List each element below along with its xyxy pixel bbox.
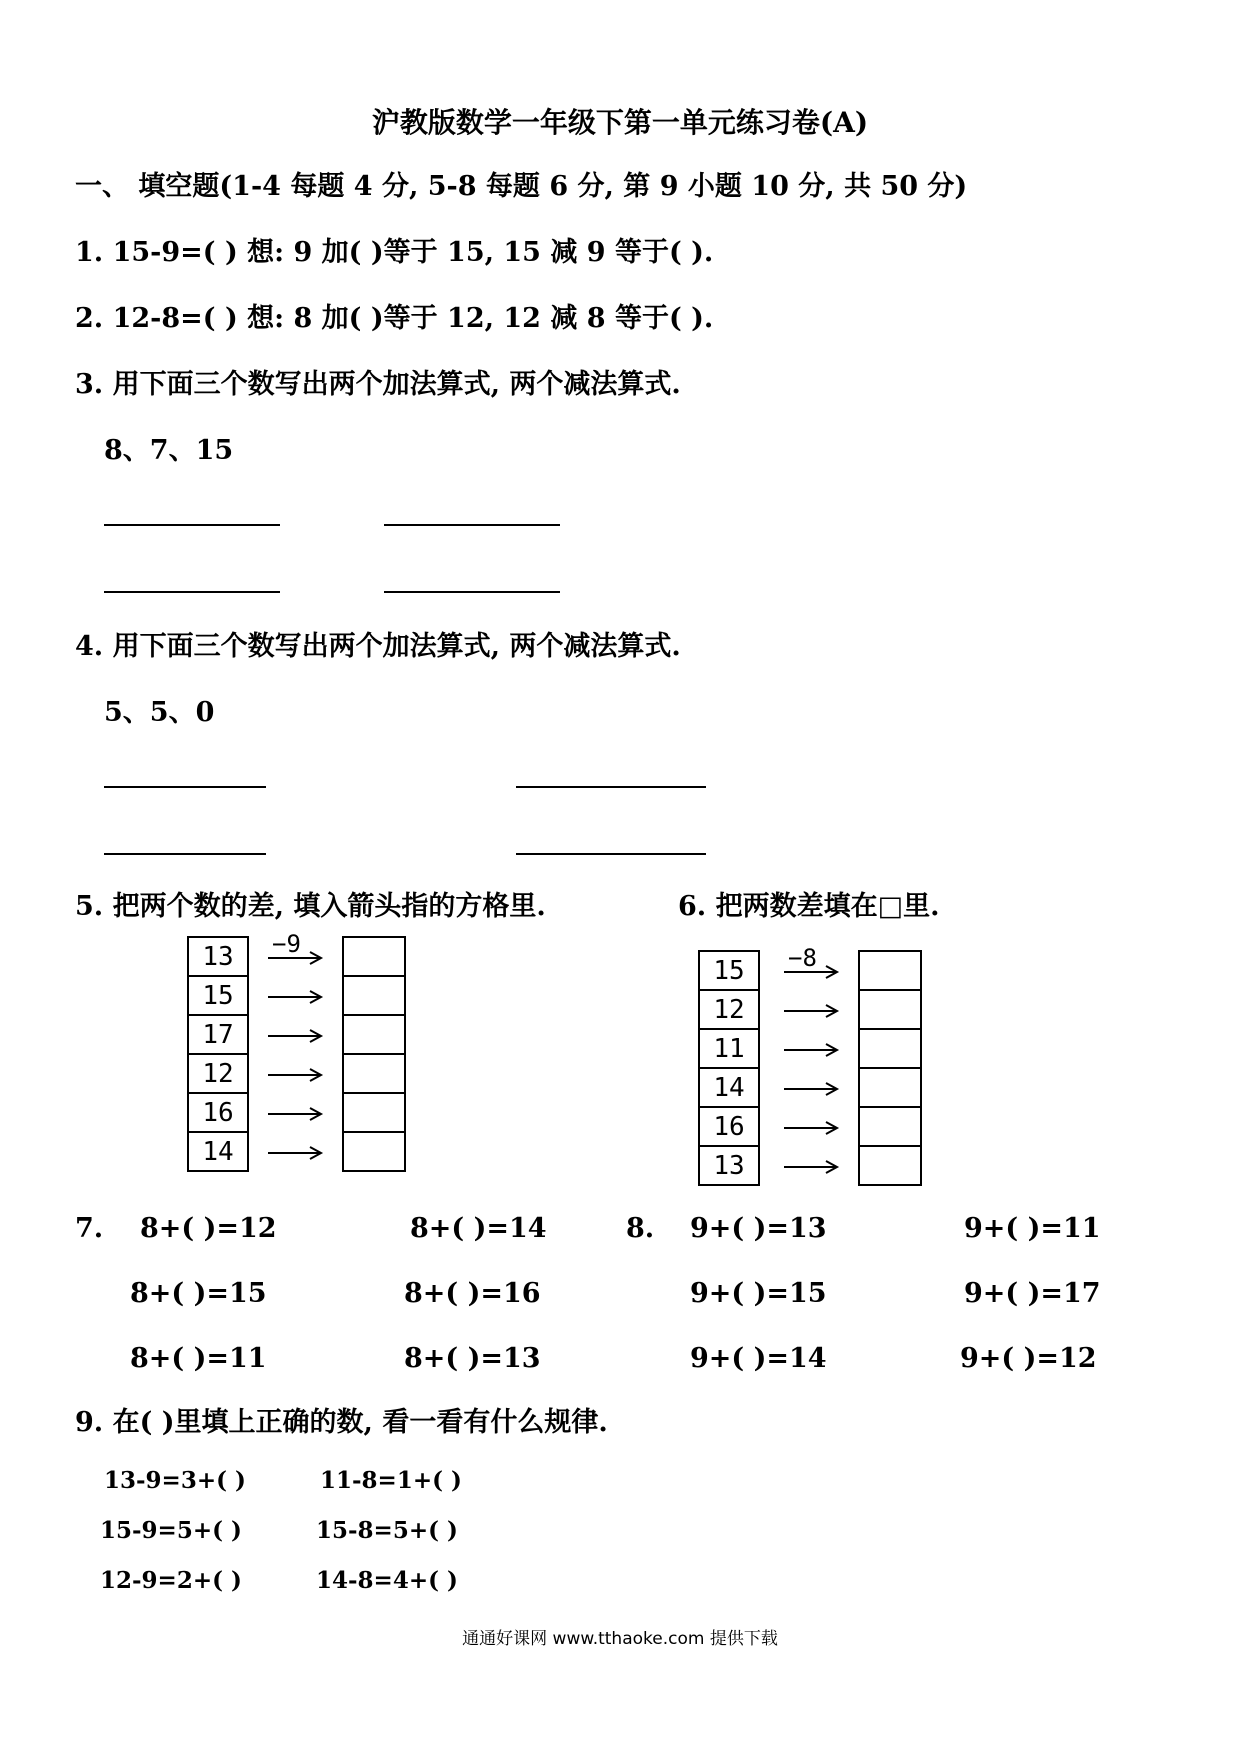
- equation: 11-8=1+( ): [320, 1467, 462, 1494]
- q5-number: 13: [188, 937, 248, 976]
- answer-line: [104, 524, 280, 526]
- equation: 9+( )=15: [690, 1278, 827, 1309]
- answer-line: [104, 591, 280, 593]
- arrow-icon: [782, 1040, 840, 1060]
- answer-box[interactable]: [859, 951, 921, 990]
- question-7-label: 7.: [75, 1213, 104, 1244]
- question-1: 1. 15-9=( ) 想: 9 加( )等于 15, 15 减 9 等于( ).: [75, 237, 714, 268]
- answer-box[interactable]: [343, 976, 405, 1015]
- answer-line: [516, 786, 706, 788]
- arrow-icon: [782, 1079, 840, 1099]
- answer-box[interactable]: [859, 1029, 921, 1068]
- arrow-icon: [782, 1001, 840, 1021]
- arrow-icon: [266, 1026, 324, 1046]
- arrow-icon: [266, 1143, 324, 1163]
- question-9: 9. 在( )里填上正确的数, 看一看有什么规律.: [75, 1407, 608, 1438]
- equation: 12-9=2+( ): [100, 1567, 242, 1594]
- answer-box[interactable]: [343, 1015, 405, 1054]
- equation: 13-9=3+( ): [104, 1467, 246, 1494]
- equation: 14-8=4+( ): [316, 1567, 458, 1594]
- page-title: 沪教版数学一年级下第一单元练习卷(A): [371, 106, 869, 139]
- arrow-icon: [266, 1065, 324, 1085]
- answer-box[interactable]: [859, 1068, 921, 1107]
- arrow-icon: [782, 1118, 840, 1138]
- section-heading: 一、 填空题(1-4 每题 4 分, 5-8 每题 6 分, 第 9 小题 10 分, 共 50 分): [75, 171, 968, 202]
- arrow-icon: [782, 962, 840, 982]
- equation: 9+( )=12: [960, 1343, 1097, 1374]
- equation: 8+( )=16: [404, 1278, 541, 1309]
- q5-number: 14: [188, 1132, 248, 1171]
- q6-number: 15: [699, 951, 759, 990]
- equation: 9+( )=13: [690, 1213, 827, 1244]
- equation: 8+( )=14: [410, 1213, 547, 1244]
- equation: 9+( )=11: [964, 1213, 1101, 1244]
- q6-answer-boxes: [858, 950, 922, 1186]
- question-8-label: 8.: [626, 1213, 655, 1244]
- answer-box[interactable]: [859, 1146, 921, 1185]
- answer-line: [516, 853, 706, 855]
- equation: 9+( )=17: [964, 1278, 1101, 1309]
- q6-number: 13: [699, 1146, 759, 1185]
- q5-number-column: [187, 936, 249, 1172]
- answer-line: [104, 853, 266, 855]
- answer-box[interactable]: [343, 1093, 405, 1132]
- q5-number: 12: [188, 1054, 248, 1093]
- answer-box[interactable]: [343, 1054, 405, 1093]
- equation: 8+( )=12: [140, 1213, 277, 1244]
- answer-box[interactable]: [343, 1132, 405, 1171]
- question-6: 6. 把两数差填在□里.: [678, 891, 940, 922]
- equation: 8+( )=11: [130, 1343, 267, 1374]
- answer-box[interactable]: [859, 1107, 921, 1146]
- equation: 8+( )=13: [404, 1343, 541, 1374]
- answer-line: [104, 786, 266, 788]
- footer: 通通好课网 www.tthaoke.com 提供下载: [462, 1629, 778, 1649]
- q6-number: 16: [699, 1107, 759, 1146]
- question-2: 2. 12-8=( ) 想: 8 加( )等于 12, 12 减 8 等于( ).: [75, 303, 714, 334]
- arrow-icon: [266, 987, 324, 1007]
- q6-operator-label: −8: [788, 944, 817, 972]
- arrow-icon: [782, 1157, 840, 1177]
- answer-box[interactable]: [859, 990, 921, 1029]
- equation: 15-8=5+( ): [316, 1517, 458, 1544]
- q6-number: 11: [699, 1029, 759, 1068]
- question-4: 4. 用下面三个数写出两个加法算式, 两个减法算式.: [75, 631, 681, 662]
- equation: 8+( )=15: [130, 1278, 267, 1309]
- arrow-icon: [266, 1104, 324, 1124]
- arrow-icon: [266, 948, 324, 968]
- question-3: 3. 用下面三个数写出两个加法算式, 两个减法算式.: [75, 369, 681, 400]
- equation: 9+( )=14: [690, 1343, 827, 1374]
- q6-number: 12: [699, 990, 759, 1029]
- q5-answer-boxes: [342, 936, 406, 1172]
- q6-number-column: [698, 950, 760, 1186]
- question-4-numbers: 5、5、0: [104, 697, 215, 728]
- q5-number: 17: [188, 1015, 248, 1054]
- question-5: 5. 把两个数的差, 填入箭头指的方格里.: [75, 891, 546, 922]
- q5-number: 15: [188, 976, 248, 1015]
- answer-line: [384, 591, 560, 593]
- q5-operator-label: −9: [272, 930, 301, 958]
- q5-number: 16: [188, 1093, 248, 1132]
- answer-box[interactable]: [343, 937, 405, 976]
- question-3-numbers: 8、7、15: [104, 435, 234, 466]
- equation: 15-9=5+( ): [100, 1517, 242, 1544]
- answer-line: [384, 524, 560, 526]
- q6-number: 14: [699, 1068, 759, 1107]
